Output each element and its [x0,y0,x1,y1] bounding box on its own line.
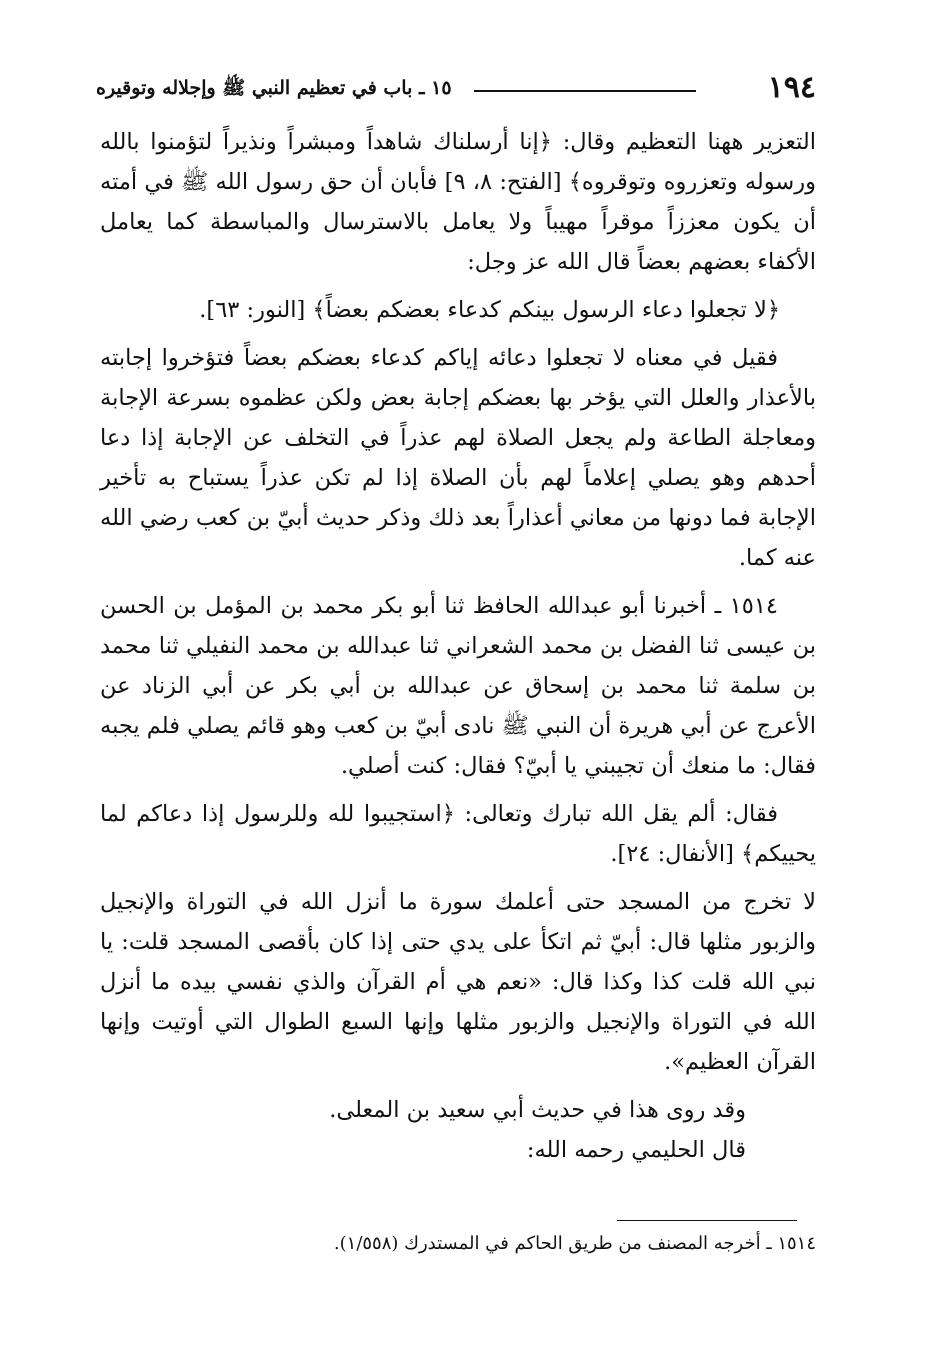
header-divider [474,90,696,92]
hadith-1514: ١٥١٤ ـ أخبرنا أبو عبدالله الحافظ ثنا أبو بكر محمد بن المؤمل بن الحسن بن عيسى ثنا الفضل بن محمد الشعراني ثنا عبدالله بن محمد النفيلي ثنا محمد بن سلمة ثنا محمد بن إسحاق عن عبدالله بن أبي بكر عن أبي الزناد عن الأعرج عن أبي هريرة أن النبي ﷺ نادى أبيّ بن كعب وهو قائم يصلي فلم يجبه فقال: ما منعك أن تجيبني يا أبيّ؟ فقال: كنت أصلي. [100,593,816,779]
paragraph-fatiha: لا تخرج من المسجد حتى أعلمك سورة ما أنزل الله في التوراة والإنجيل والزبور مثلها قال: أبيّ ثم اتكأ على يدي حتى إذا كان بأقصى المسجد قلت: يا نبي الله قلت كذا وكذا قال: «نعم هي أم القرآن والذي نفسي بيده ما أنزل الله في التوراة والإنجيل والزبور مثلها وإنها السبع الطوال التي أوتيت وإنها القرآن العظيم». [100,889,817,1075]
body-text [100,122,816,1170]
paragraph-tazir: التعزير ههنا التعظيم وقال: ﴿إنا أرسلناك شاهداً ومبشراً ونذيراً لتؤمنوا بالله ورسوله وتعزروه وتوقروه﴾ [الفتح: ٨، ٩] فأبان أن حق رسول الله ﷺ في أمته أن يكون معززاً موقراً مهيباً ولا يعامل بالاسترسال والمباسطة كما يعامل الأكفاء بعضهم بعضاً قال الله عز وجل: [100,129,816,275]
running-title: ١٥ ـ باب في تعظيم النبي ﷺ وإجلاله وتوقيره [96,77,452,99]
footnote: ١٥١٤ ـ أخرجه المصنف من طريق الحاكم في المستدرك (١/٥٥٨). [333,1233,816,1254]
page-number: ١٩٤ [767,70,816,105]
paragraph-anfal: فقال: ألم يقل الله تبارك وتعالى: ﴿استجيبوا لله وللرسول إذا دعاكم لما يحييكم﴾ [الأنفال: ٢٤]. [100,801,816,867]
paragraph-halimi: قال الحليمي رحمه الله: [526,1137,746,1163]
paragraph-abu-said: وقد روى هذا في حديث أبي سعيد بن المعلى. [329,1097,746,1123]
paragraph-tafsir: فقيل في معناه لا تجعلوا دعائه إياكم كدعاء بعضكم بعضاً فتؤخروا إجابته بالأعذار والعلل التي يؤخر بها بعضكم إجابة بعض ولكن عظموه بسرعة الإجابة ومعاجلة الطاعة ولم يجعل الصلاة لهم عذراً في التخلف عن الإجابة إذا دعا أحدهم وهو يصلي إعلاماً لهم بأن الصلاة إذا لم تكن عذراً يستباح به تأخير الإجابة فما دونها من معاني أعذاراً بعد ذلك وذكر حديث أبيّ بن كعب رضي الله عنه كما. [100,345,816,571]
footnote-divider [617,1220,797,1221]
quran-verse-nur: ﴿لا تجعلوا دعاء الرسول بينكم كدعاء بعضكم بعضاً﴾ [النور: ٦٣]. [199,297,780,323]
page-header [96,68,816,108]
